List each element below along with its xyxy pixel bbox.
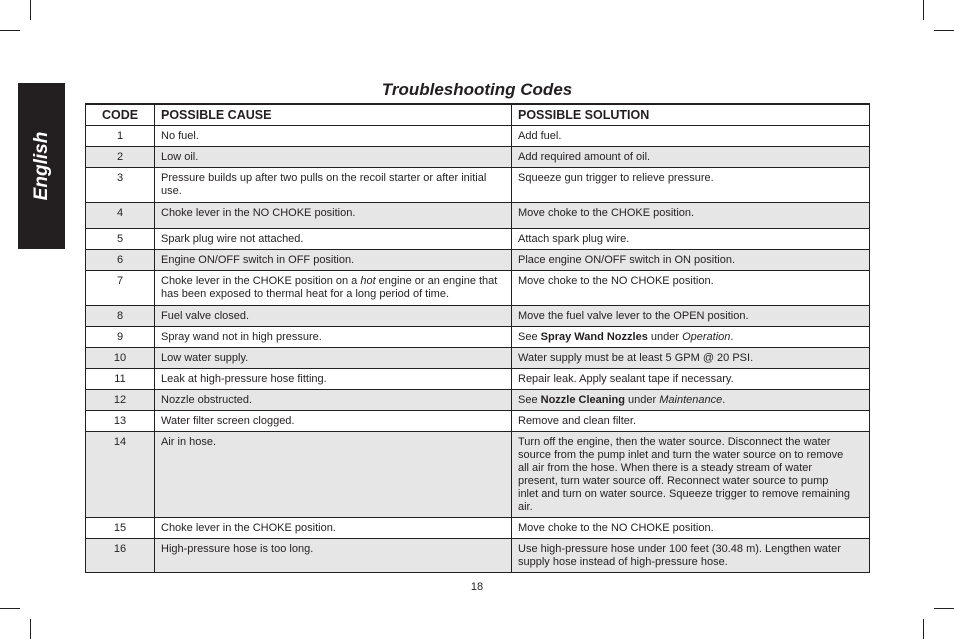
cell-solution: Squeeze gun trigger to relieve pressure.: [512, 168, 870, 203]
crop-mark: [0, 608, 20, 609]
table-row: [86, 203, 870, 229]
table-row: [86, 369, 870, 390]
cell-cause: Choke lever in the NO CHOKE position.: [155, 203, 512, 229]
table-row: [86, 539, 870, 573]
cell-cause: Spark plug wire not attached.: [155, 229, 512, 250]
table-row: [86, 390, 870, 411]
table-header-row: [86, 104, 870, 126]
cell-cause: Pressure builds up after two pulls on the recoil starter or after initial use.: [155, 168, 512, 203]
crop-mark: [923, 0, 924, 20]
cell-solution: Water supply must be at least 5 GPM @ 20 PSI.: [512, 348, 870, 369]
cell-cause: Leak at high-pressure hose fitting.: [155, 369, 512, 390]
cell-solution: See Nozzle Cleaning under Maintenance.: [512, 390, 870, 411]
cell-solution: See Spray Wand Nozzles under Operation.: [512, 327, 870, 348]
crop-mark: [934, 30, 954, 31]
cell-code: 2: [86, 147, 155, 168]
cell-cause: No fuel.: [155, 126, 512, 147]
crop-mark: [923, 619, 924, 639]
table-row: [86, 348, 870, 369]
cell-code: 13: [86, 411, 155, 432]
table-row: [86, 327, 870, 348]
cell-code: 9: [86, 327, 155, 348]
cell-cause: Choke lever in the CHOKE position.: [155, 518, 512, 539]
page-title: Troubleshooting Codes: [381, 80, 573, 99]
cell-code: 14: [86, 432, 155, 518]
cell-cause: Spray wand not in high pressure.: [155, 327, 512, 348]
language-tab: [18, 83, 65, 249]
cell-cause: Low oil.: [155, 147, 512, 168]
table-row: [86, 306, 870, 327]
cell-cause: High-pressure hose is too long.: [155, 539, 512, 573]
table-row: [86, 168, 870, 203]
cell-solution: Add fuel.: [512, 126, 870, 147]
cell-code: 10: [86, 348, 155, 369]
cell-cause: Engine ON/OFF switch in OFF position.: [155, 250, 512, 271]
cell-solution: Attach spark plug wire.: [512, 229, 870, 250]
cell-code: 6: [86, 250, 155, 271]
table-row: [86, 411, 870, 432]
header-code: CODE: [86, 104, 155, 126]
cell-solution: Place engine ON/OFF switch in ON position.: [512, 250, 870, 271]
table-row: [86, 518, 870, 539]
cell-code: 4: [86, 203, 155, 229]
cell-solution: Move choke to the NO CHOKE position.: [512, 271, 870, 306]
cell-code: 8: [86, 306, 155, 327]
cell-solution: Add required amount of oil.: [512, 147, 870, 168]
header-cause: POSSIBLE CAUSE: [155, 104, 512, 126]
cell-solution: Move the fuel valve lever to the OPEN position.: [512, 306, 870, 327]
cell-code: 16: [86, 539, 155, 573]
table-row: [86, 147, 870, 168]
cell-cause: Choke lever in the CHOKE position on a hot engine or an engine that has been exposed to thermal heat for a long period of time.: [155, 271, 512, 306]
cell-code: 12: [86, 390, 155, 411]
cell-solution: Move choke to the CHOKE position.: [512, 203, 870, 229]
cell-solution: Use high-pressure hose under 100 feet (30.48 m). Lengthen water supply hose instead of high-pressure hose.: [512, 539, 870, 573]
cell-cause: Low water supply.: [155, 348, 512, 369]
troubleshooting-table: [85, 103, 870, 573]
cell-code: 11: [86, 369, 155, 390]
page-number: 18: [470, 581, 484, 593]
cell-code: 1: [86, 126, 155, 147]
cell-solution: Remove and clean filter.: [512, 411, 870, 432]
table-row: [86, 126, 870, 147]
cell-code: 3: [86, 168, 155, 203]
crop-mark: [0, 30, 20, 31]
cell-solution: Move choke to the NO CHOKE position.: [512, 518, 870, 539]
cell-code: 7: [86, 271, 155, 306]
table-row: [86, 250, 870, 271]
crop-mark: [30, 619, 31, 639]
crop-mark: [934, 608, 954, 609]
language-tab-label: English: [30, 131, 52, 201]
cell-code: 5: [86, 229, 155, 250]
cell-cause: Fuel valve closed.: [155, 306, 512, 327]
cell-solution: Turn off the engine, then the water source. Disconnect the water source from the pump inlet and turn the water source on to remove all air from the hose. When there is a steady stream of water present, turn water source off. Reconnect water source to pump inlet and turn on water source. Squeeze trigger to remove remaining air.: [512, 432, 870, 518]
cell-code: 15: [86, 518, 155, 539]
cell-cause: Water filter screen clogged.: [155, 411, 512, 432]
table-row: [86, 229, 870, 250]
table-row: [86, 432, 870, 518]
cell-cause: Nozzle obstructed.: [155, 390, 512, 411]
header-solution: POSSIBLE SOLUTION: [512, 104, 870, 126]
crop-mark: [30, 0, 31, 20]
cell-cause: Air in hose.: [155, 432, 512, 518]
table-row: [86, 271, 870, 306]
cell-solution: Repair leak. Apply sealant tape if necessary.: [512, 369, 870, 390]
